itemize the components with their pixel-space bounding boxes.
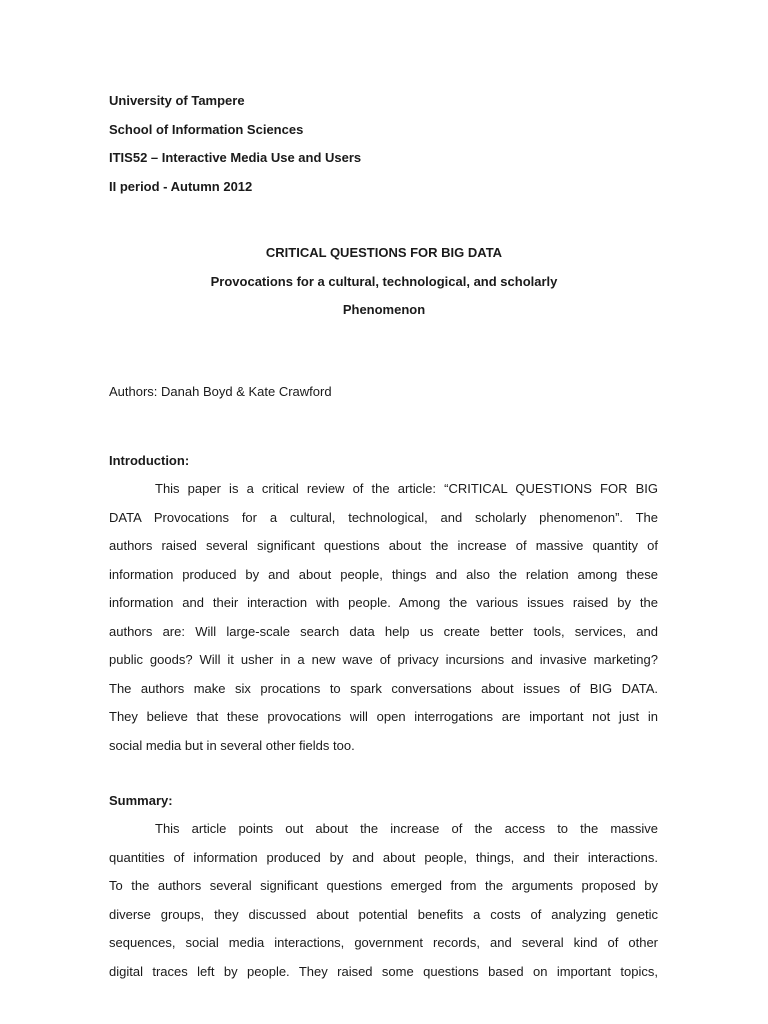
- paragraph-line: quantities of information produced by and about people, things, and their interactions.: [109, 849, 658, 865]
- paragraph-line: They believe that these provocations will open interrogations are important not just in: [109, 709, 658, 724]
- document-subtitle-line-1: Provocations for a cultural, technological, and scholarly: [210, 273, 558, 289]
- document-header: [109, 92, 669, 206]
- paragraph-line: This paper is a critical review of the article: “CRITICAL QUESTIONS FOR BIG: [155, 481, 658, 496]
- paragraph-line: digital traces left by people. They raised some questions based on important topics,: [109, 963, 658, 979]
- paragraph-line: authors raised several significant questions about the increase of massive quantity of: [109, 538, 658, 553]
- paragraph-line: sequences, social media interactions, government records, and several kind of other: [109, 935, 658, 950]
- university-name: University of Tampere: [109, 93, 245, 108]
- paragraph-line: public goods? Will it usher in a new wave of privacy incursions and invasive marketing?: [109, 652, 658, 667]
- document-title-block: [109, 244, 659, 330]
- course-name: ITIS52 – Interactive Media Use and Users: [109, 150, 362, 165]
- summary-paragraph: [109, 820, 658, 991]
- paragraph-line: authors are: Will large-scale search data help us create better tools, services, and: [109, 623, 658, 639]
- school-name: School of Information Sciences: [109, 121, 304, 137]
- introduction-paragraph: [109, 480, 658, 765]
- paragraph-line: social media but in several other fields too.: [109, 737, 355, 753]
- paragraph-line: The authors make six procations to spark conversations about issues of BIG DATA.: [109, 680, 658, 696]
- paragraph-line: information and their interaction with people. Among the various issues raised by the: [109, 595, 658, 610]
- paragraph-line: information produced by and about people, things and also the relation among these: [109, 566, 658, 582]
- paragraph-line: This article points out about the increase of the access to the massive: [155, 821, 658, 836]
- paragraph-line: diverse groups, they discussed about potential benefits a costs of analyzing genetic: [109, 906, 658, 922]
- paragraph-line: To the authors several significant questions emerged from the arguments proposed by: [109, 878, 658, 893]
- period-label: II period - Autumn 2012: [109, 178, 253, 194]
- paragraph-line: DATA Provocations for a cultural, technological, and scholarly phenomenon”. The: [109, 509, 658, 525]
- document-subtitle-line-2: Phenomenon: [342, 302, 426, 317]
- introduction-heading: Introduction:: [109, 453, 190, 468]
- summary-heading: Summary:: [109, 793, 173, 808]
- authors-line: Authors: Danah Boyd & Kate Crawford: [109, 384, 332, 399]
- document-title: CRITICAL QUESTIONS FOR BIG DATA: [265, 245, 503, 260]
